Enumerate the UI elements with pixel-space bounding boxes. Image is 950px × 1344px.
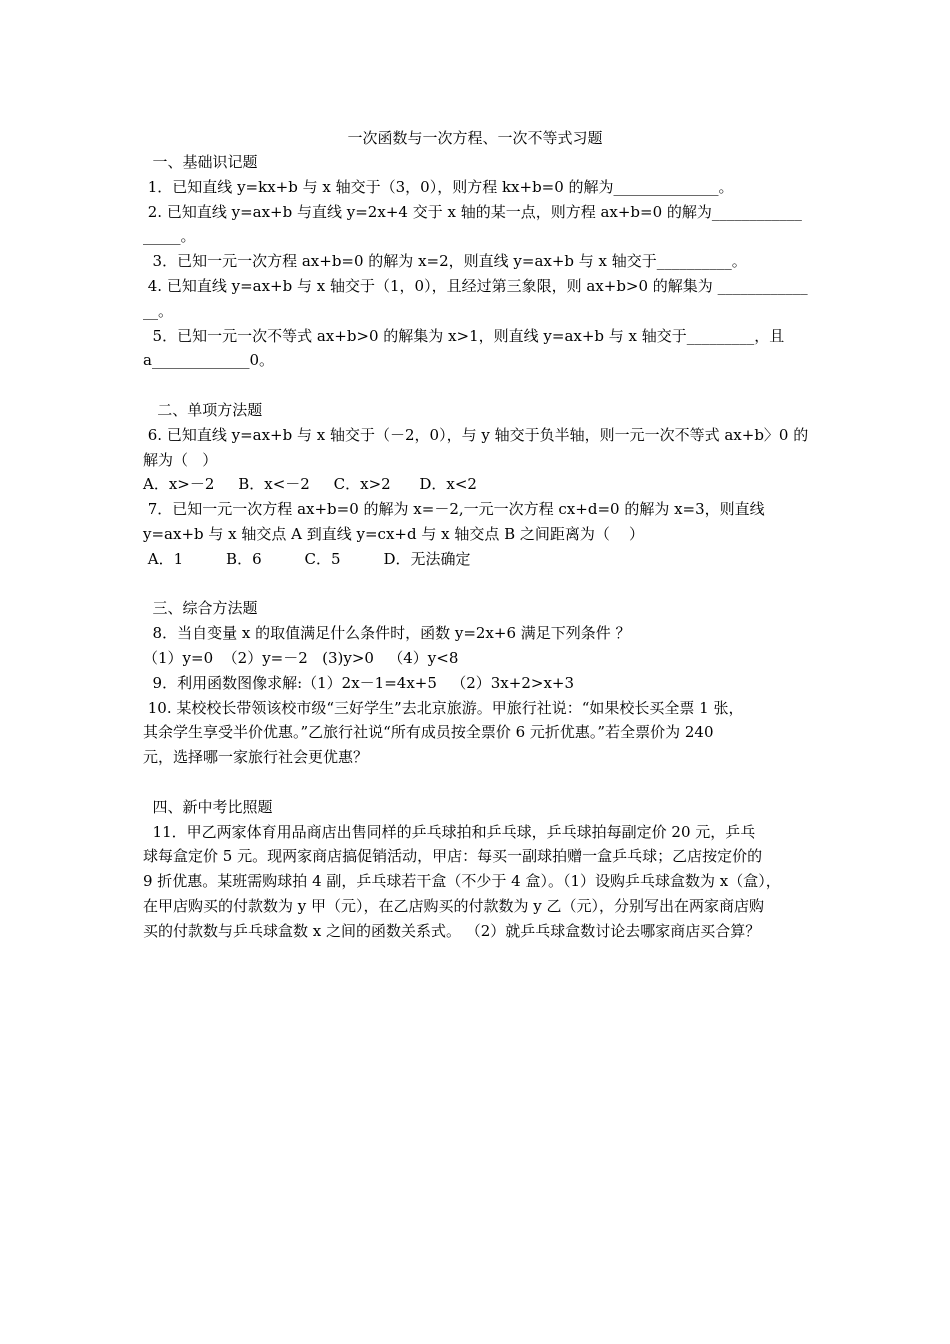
document-body xyxy=(143,150,813,944)
text-line: 元，选择哪一家旅行社会更优惠？ xyxy=(143,748,369,767)
text-line: y=ax+b 与 x 轴交点 A 到直线 y=cx+d 与 x 轴交点 B 之间距离为（ ） xyxy=(143,524,644,543)
blank-line xyxy=(143,770,813,795)
text-line: 4. 已知直线 y=ax+b 与 x 轴交于（1，0），且经过第三象限，则 ax+b>0 的解集为 ____________ xyxy=(143,276,808,295)
document-title: 一次函数与一次方程、一次不等式习题 xyxy=(347,129,603,147)
text-line: _____。 xyxy=(143,227,196,246)
text-line: a_____________0。 xyxy=(143,351,274,370)
text-line: 在甲店购买的付款数为 y 甲（元），在乙店购买的付款数为 y 乙（元），分别写出在两家商店购 xyxy=(143,896,765,915)
blank-line xyxy=(143,572,813,597)
text-line: 7．已知一元一次方程 ax+b=0 的解为 x=－2,一元一次方程 cx+d=0 的解为 x=3，则直线 xyxy=(143,500,765,519)
text-line: 3．已知一元一次方程 ax+b=0 的解为 x=2，则直线 y=ax+b 与 x 轴交于__________。 xyxy=(143,252,747,271)
text-line: 2. 已知直线 y=ax+b 与直线 y=2x+4 交于 x 轴的某一点，则方程 ax+b=0 的解为____________ xyxy=(143,202,802,221)
text-line: 1．已知直线 y=kx+b 与 x 轴交于（3，0），则方程 kx+b=0 的解为______________。 xyxy=(143,177,734,196)
text-line: 二、单项方法题 xyxy=(143,400,263,419)
text-line: __。 xyxy=(143,301,174,320)
text-line: 10. 某校校长带领该校市级“三好学生”去北京旅游。甲旅行社说：“如果校长买全票 1 张， xyxy=(143,698,744,717)
text-line: 6. 已知直线 y=ax+b 与 x 轴交于（－2，0），与 y 轴交于负半轴，则一元一次不等式 ax+b〉0 的 xyxy=(143,425,809,444)
text-line: A．1 B．6 C．5 D．无法确定 xyxy=(143,549,471,568)
text-line: 三、综合方法题 xyxy=(143,599,258,618)
text-line: 解为（ ） xyxy=(143,450,218,469)
text-line: （1）y=0 （2）y=－2 (3)y>0 （4）y<8 xyxy=(143,648,459,667)
text-line: 11．甲乙两家体育用品商店出售同样的乒乓球拍和乒乓球，乒乓球拍每副定价 20 元，乒乓 xyxy=(143,822,756,841)
text-line: 9．利用函数图像求解:（1）2x－1=4x+5 （2）3x+2>x+3 xyxy=(143,673,575,692)
text-line: 球每盒定价 5 元。现两家商店搞促销活动，甲店：每买一副球拍赠一盒乒乓球；乙店按定价的 xyxy=(143,847,763,866)
text-line: 其余学生享受半价优惠。”乙旅行社说“所有成员按全票价 6 元折优惠。”若全票价为 240 xyxy=(143,723,714,742)
text-line: 5．已知一元一次不等式 ax+b>0 的解集为 x>1，则直线 y=ax+b 与 x 轴交于_________，且 xyxy=(143,326,785,345)
blank-line xyxy=(143,373,813,398)
text-line: A．x>－2 B．x<－2 C．x>2 D．x<2 xyxy=(143,475,477,494)
text-line: 9 折优惠。某班需购球拍 4 副，乒乓球若干盒（不少于 4 盒）。（1）设购乒乓球盒数为 x（盒）， xyxy=(143,872,781,891)
text-line: 一、基础识记题 xyxy=(143,153,258,171)
text-line: 8．当自变量 x 的取值满足什么条件时，函数 y=2x+6 满足下列条件 ？ xyxy=(143,624,631,643)
text-line: 四、新中考比照题 xyxy=(143,797,273,816)
text-line: 买的付款数与乒乓球盒数 x 之间的函数关系式。 （2）就乒乓球盒数讨论去哪家商店买合算？ xyxy=(143,921,761,940)
